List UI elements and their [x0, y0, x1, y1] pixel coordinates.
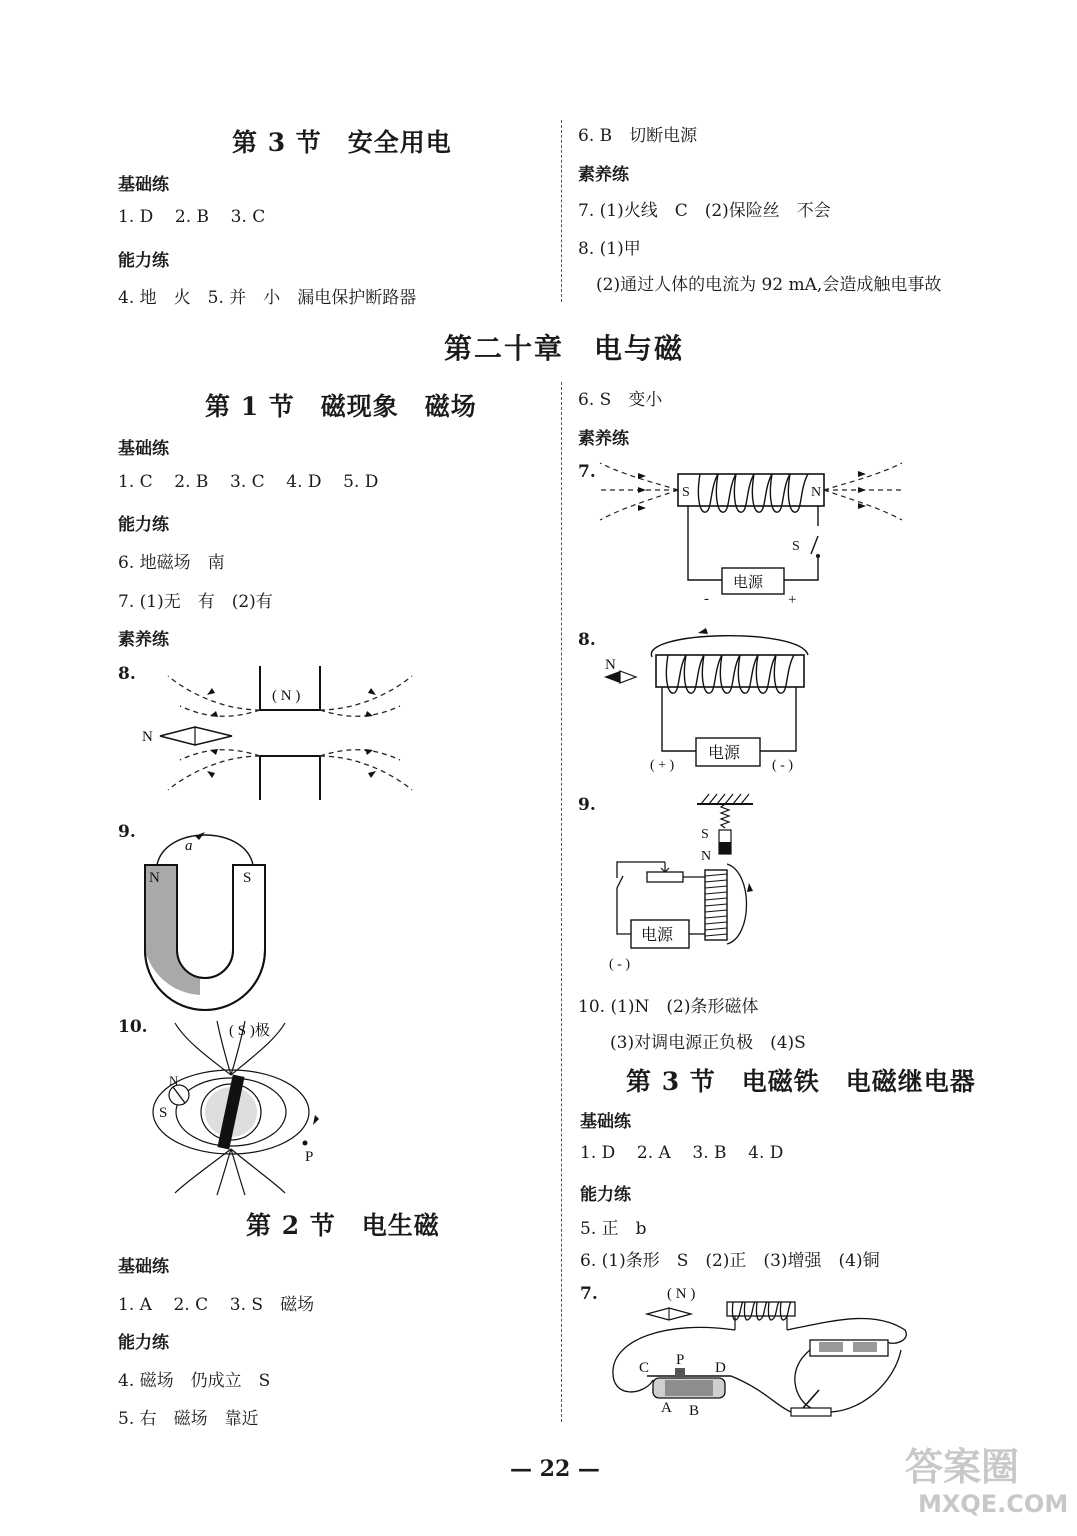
point-p-label: P: [305, 1149, 314, 1165]
question-number-7: 7.: [580, 1284, 598, 1304]
pole-s-label: S: [243, 870, 252, 886]
pole-s-top-label: ( S )极: [229, 1023, 270, 1039]
ability-practice-label: 能力练: [118, 515, 169, 535]
terminal-a-label: A: [661, 1400, 672, 1416]
ability-practice-label: 能力练: [118, 1333, 169, 1353]
basic-practice-label: 基础练: [580, 1112, 631, 1132]
pole-n-label: N: [149, 870, 160, 886]
answer-item: 2. B: [174, 207, 210, 227]
basic-practice-label: 基础练: [118, 175, 169, 195]
section-title-magnetism: 第 1 节 磁现象 磁场: [205, 392, 477, 421]
answer-item: 4. D: [286, 472, 322, 492]
answer-item: 1. A: [118, 1295, 152, 1315]
answer-q10b: (3)对调电源正负极 (4)S: [610, 1033, 806, 1053]
point-a-label: a: [185, 838, 193, 854]
power-source-label: 电源: [733, 575, 764, 591]
answer-q6: 6. S 变小: [578, 390, 663, 410]
question-number-7: 7.: [578, 462, 596, 482]
answer-q6: 6. (1)条形 S (2)正 (3)增强 (4)铜: [580, 1251, 880, 1271]
figure-circuit-rheostat: [605, 1280, 905, 1425]
answer-q7-top: 7. (1)火线 C (2)保险丝 不会: [578, 201, 831, 221]
chapter-title: 第二十章 电与磁: [444, 332, 685, 365]
answer-q6: 6. 地磁场 南: [118, 553, 225, 573]
plus-terminal-label: ( + ): [650, 758, 675, 773]
needle-n-label: N: [169, 1073, 179, 1088]
terminal-c-label: C: [639, 1360, 650, 1376]
answer-q8b-top: (2)通过人体的电流为 92 mA,会造成触电事故: [596, 275, 942, 295]
figure-bar-magnet-field: [145, 1015, 345, 1195]
question-number-9: 9.: [578, 795, 596, 815]
magnet-s-label: S: [701, 827, 709, 842]
needle-s-label: S: [159, 1105, 168, 1121]
watermark-logo-bottom: MXQE.COM: [918, 1490, 1069, 1518]
basic-answers-row: [580, 1143, 783, 1163]
answer-q7: 7. (1)无 有 (2)有: [118, 592, 273, 612]
terminal-b-label: B: [689, 1403, 700, 1419]
pole-s-label: S: [682, 485, 690, 500]
basic-answers-row: [118, 207, 265, 227]
answer-item: 2. A: [636, 1143, 671, 1163]
literacy-practice-label: 素养练: [578, 165, 629, 185]
answer-item: 2. C: [173, 1295, 209, 1315]
answer-item: 1. D: [118, 207, 154, 227]
question-number-9: 9.: [118, 822, 136, 842]
question-number-10: 10.: [118, 1017, 148, 1037]
basic-practice-label: 基础练: [118, 439, 169, 459]
answer-q6-top: 6. B 切断电源: [578, 126, 698, 146]
answer-item: 3. B: [692, 1143, 727, 1163]
question-number-8: 8.: [578, 630, 596, 650]
answer-item: 1. D: [580, 1143, 616, 1163]
ability-answer-line: 4. 地 火 5. 并 小 漏电保护断路器: [118, 288, 417, 308]
basic-answers-row: [118, 1290, 314, 1315]
answer-item: 5. D: [343, 472, 379, 492]
switch-label: S: [792, 539, 800, 554]
answer-item: 3. S 磁场: [229, 1295, 315, 1315]
watermark-logo-top: 答案圈: [905, 1445, 1020, 1489]
ability-practice-label: 能力练: [580, 1185, 631, 1205]
page-number: — 22 —: [510, 1456, 600, 1482]
basic-answers-row: [118, 472, 378, 492]
needle-n-label: N: [605, 657, 616, 673]
terminal-d-label: D: [715, 1360, 726, 1376]
answer-item: 4. D: [748, 1143, 784, 1163]
answer-q10a: 10. (1)N (2)条形磁体: [578, 997, 759, 1017]
answer-item: 1. C: [118, 472, 153, 492]
question-number-8: 8.: [118, 664, 136, 684]
needle-n-label: N: [142, 729, 153, 745]
power-source-label: 电源: [708, 745, 741, 762]
figure-solenoid-needle: [600, 625, 820, 773]
minus-terminal-label: ( - ): [772, 758, 793, 773]
literacy-practice-label: 素养练: [118, 630, 169, 650]
answer-q8a-top: 8. (1)甲: [578, 239, 641, 259]
answer-item: 3. C: [230, 207, 266, 227]
pole-n-label: ( N ): [667, 1286, 696, 1302]
answer-item: 2. B: [174, 472, 209, 492]
section-title-electromagnetism: 第 2 节 电生磁: [246, 1211, 440, 1240]
column-divider-top: [561, 120, 562, 302]
figure-horseshoe-field: [140, 658, 420, 808]
power-source-label: 电源: [641, 927, 674, 944]
magnet-n-label: N: [701, 849, 712, 864]
section-title-safe-electricity: 第 3 节 安全用电: [232, 128, 452, 157]
figure-u-magnet: [135, 820, 275, 1000]
answer-q5: 5. 右 磁场 靠近: [118, 1409, 259, 1429]
column-divider-main: [561, 382, 562, 1422]
pole-label: ( N ): [272, 688, 301, 704]
pole-n-label: N: [811, 485, 822, 500]
slider-p-label: P: [676, 1352, 685, 1368]
minus-terminal-label: -: [704, 591, 709, 607]
minus-terminal-label: ( - ): [609, 957, 630, 972]
figure-spring-electromagnet: [605, 792, 765, 972]
answer-q4: 4. 磁场 仍成立 S: [118, 1371, 271, 1391]
ability-practice-label: 能力练: [118, 251, 169, 271]
section-title-electromagnet-relay: 第 3 节 电磁铁 电磁继电器: [626, 1067, 976, 1096]
answer-item: 3. C: [230, 472, 265, 492]
literacy-practice-label: 素养练: [578, 429, 629, 449]
plus-terminal-label: +: [788, 592, 797, 608]
figure-solenoid-field: [596, 458, 906, 608]
basic-practice-label: 基础练: [118, 1257, 169, 1277]
answer-q5: 5. 正 b: [580, 1219, 647, 1239]
